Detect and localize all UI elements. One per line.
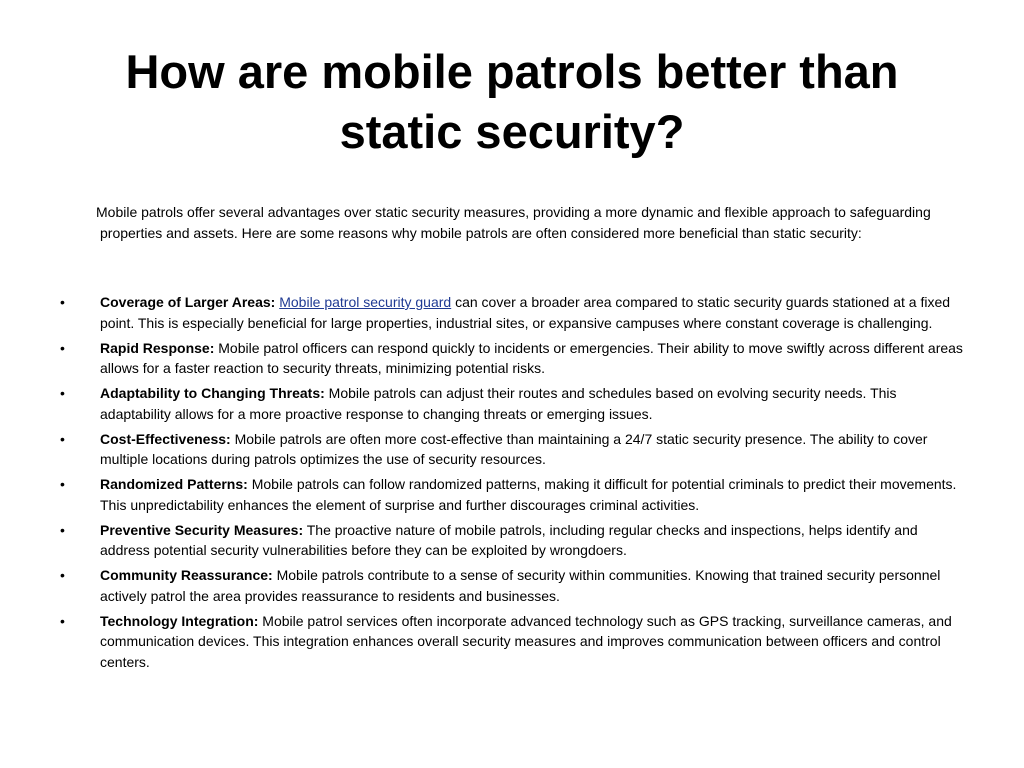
bullet-heading: Technology Integration:: [100, 612, 259, 629]
bullet-text: Mobile patrols are often more cost-effective than maintaining a 24/7 static security presence. The ability to cover multiple locations during patrols optimizes the use of security resources.: [100, 430, 928, 467]
bullet-item-rapid-response: [60, 338, 964, 379]
bullet-heading: Preventive Security Measures:: [100, 521, 304, 538]
bullet-dot-icon: •: [60, 521, 65, 538]
bullet-dot-icon: •: [60, 339, 65, 356]
mobile-patrol-link[interactable]: Mobile patrol security guard: [279, 294, 452, 310]
bullet-text: can cover a broader area compared to static security guards stationed at a fixed point. This is especially beneficial for large properties, industrial sites, or expansive campuses where constant coverage is challenging.: [100, 294, 951, 331]
bullet-item-preventive-measures: [60, 520, 964, 561]
bullet-heading: Adaptability to Changing Threats:: [100, 385, 325, 401]
bullet-dot-icon: •: [60, 567, 65, 583]
bullet-item-coverage: [60, 292, 964, 333]
bullet-dot-icon: •: [60, 612, 65, 629]
bullet-item-cost-effectiveness: [60, 429, 964, 470]
bullet-text: Mobile patrols contribute to a sense of security within communities. Knowing that trained security personnel actively patrol the area provides reassurance to residents and businesses.: [100, 567, 941, 604]
bullet-heading: Cost-Effectiveness:: [100, 430, 231, 447]
slide-title: How are mobile patrols better than static security?: [125, 45, 899, 158]
bullet-text: The proactive nature of mobile patrols, including regular checks and inspections, helps identify and address potential security vulnerabilities before they can be exploited by wrongdoers.: [100, 521, 918, 558]
intro-paragraph: Mobile patrols offer several advantages over static security measures, providing a more dynamic and flexible approach to safeguarding properties and assets. Here are some reasons why mobile patrols are often considered more beneficial than static security:: [96, 204, 931, 241]
bullet-list: [60, 292, 964, 677]
bullet-item-adaptability: [60, 383, 964, 424]
bullet-heading: Community Reassurance:: [100, 567, 273, 583]
bullet-dot-icon: •: [60, 476, 65, 492]
bullet-text: Mobile patrols can follow randomized patterns, making it difficult for potential criminals to predict their movements. This unpredictability enhances the element of surprise and further discourages criminal activities.: [100, 476, 957, 513]
bullet-text: Mobile patrol officers can respond quickly to incidents or emergencies. Their ability to move swiftly across different areas allows for a faster reaction to security threats, minimizing potential risks.: [100, 339, 963, 376]
bullet-dot-icon: •: [60, 430, 65, 447]
bullet-item-community-reassurance: [60, 565, 964, 606]
bullet-dot-icon: •: [60, 385, 65, 401]
bullet-item-randomized-patterns: [60, 474, 964, 515]
bullet-dot-icon: •: [60, 294, 65, 310]
bullet-heading: Randomized Patterns:: [100, 476, 248, 492]
bullet-heading: Rapid Response:: [100, 339, 215, 356]
bullet-text: Mobile patrol services often incorporate advanced technology such as GPS tracking, surveillance cameras, and communication devices. This integration enhances overall security measures and improves communication between officers and control centers.: [100, 612, 952, 670]
bullet-text: Mobile patrols can adjust their routes and schedules based on evolving security needs. This adaptability allows for a more proactive response to changing threats or emerging issues.: [100, 385, 897, 422]
bullet-item-technology-integration: [60, 611, 964, 673]
bullet-heading: Coverage of Larger Areas:: [100, 294, 276, 310]
